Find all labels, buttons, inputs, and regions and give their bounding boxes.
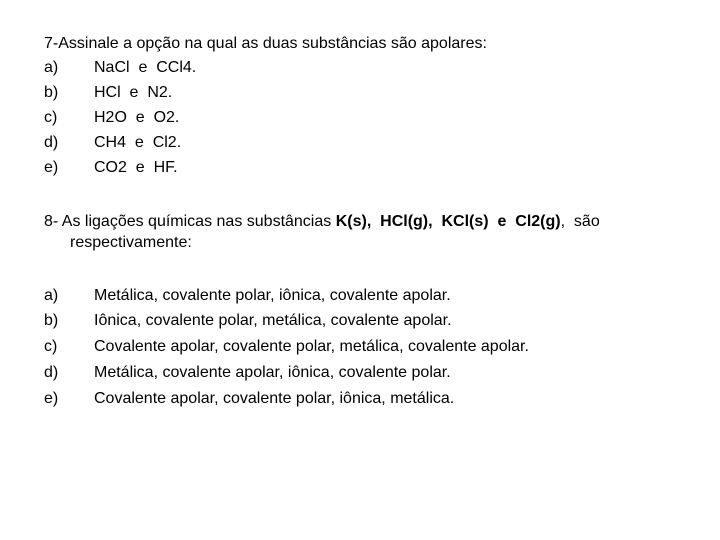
option-letter: a) <box>44 287 59 304</box>
option-text: NaCl e CCl4. <box>94 59 197 76</box>
question-8-option-b <box>44 311 452 331</box>
question-8-prompt-end: , são <box>560 213 600 230</box>
question-7-option-c <box>44 108 180 128</box>
question-7-option-d <box>44 133 182 153</box>
option-letter: b) <box>44 312 59 329</box>
option-text: Metálica, covalente apolar, iônica, covalente polar. <box>94 364 451 381</box>
option-letter: e) <box>44 159 59 176</box>
option-letter: c) <box>44 109 58 126</box>
question-8-option-c <box>44 337 529 357</box>
option-letter: c) <box>44 338 58 355</box>
option-text: Covalente apolar, covalente polar, metálica, covalente apolar. <box>94 338 529 355</box>
option-text: HCl e N2. <box>94 84 173 101</box>
question-7-prompt: 7-Assinale a opção na qual as duas substâncias são apolares: <box>44 35 487 52</box>
option-text: CO2 e HF. <box>94 159 178 176</box>
option-text: Metálica, covalente polar, iônica, covalente apolar. <box>94 287 451 304</box>
question-7-option-a <box>44 58 197 78</box>
question-8-option-d <box>44 363 451 383</box>
question-7-option-b <box>44 83 173 103</box>
option-text: Covalente apolar, covalente polar, iônica, metálica. <box>94 390 455 407</box>
option-text: CH4 e Cl2. <box>94 134 182 151</box>
question-7-option-e <box>44 158 178 178</box>
question-8-option-a <box>44 286 451 306</box>
question-8-option-e <box>44 389 455 409</box>
question-8-prompt-start: 8- As ligações químicas nas substâncias <box>44 213 336 230</box>
question-8-prompt-continuation: respectivamente: <box>70 234 192 251</box>
option-letter: d) <box>44 134 59 151</box>
option-text: H2O e O2. <box>94 109 180 126</box>
question-8-substances: K(s), HCl(g), KCl(s) e Cl2(g) <box>335 213 561 230</box>
option-letter: e) <box>44 390 59 407</box>
option-letter: d) <box>44 364 59 381</box>
option-text: Iônica, covalente polar, metálica, covalente apolar. <box>94 312 452 329</box>
option-letter: a) <box>44 59 59 76</box>
option-letter: b) <box>44 84 59 101</box>
question-8-prompt <box>44 212 600 232</box>
